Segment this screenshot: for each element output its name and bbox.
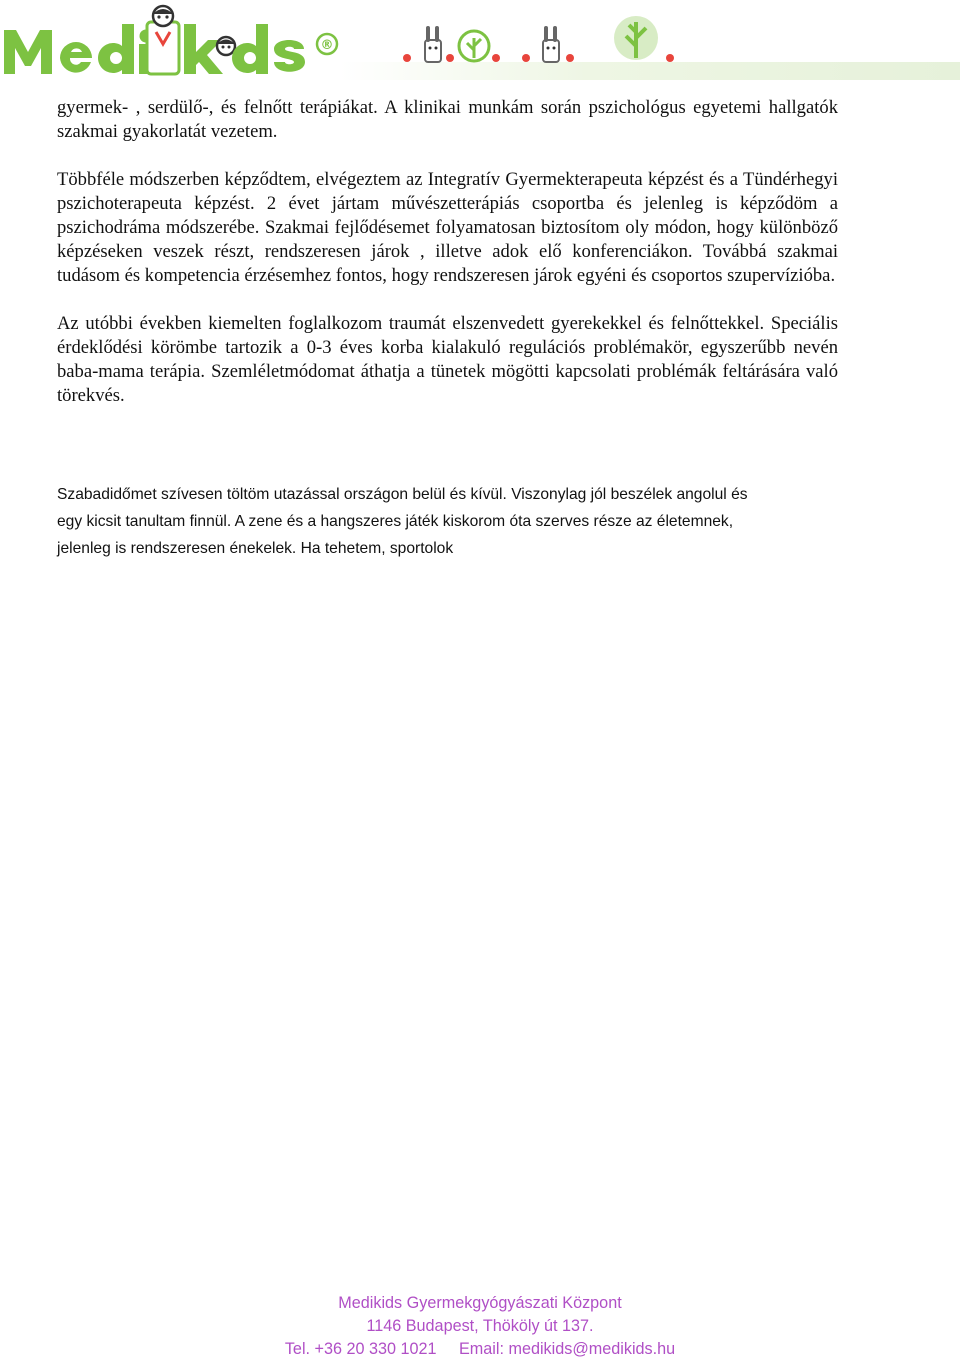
footer-contact: Tel. +36 20 330 1021 Email: medikids@medikids.hu	[284, 1340, 676, 1358]
paragraph-specialization: Az utóbbi években kiemelten foglalkozom traumát elszenvedett gyerekekkel és felnőttekkel. Speciális érdeklődési körömbe tartozik a 0-3 éves korba kialakuló regulációs problémakör, egyszerűbb nevén baba-mama terápia. Szemléletmódomat áthatja a tünetek mögötti kapcsolati problémák feltárására való törekvés.	[57, 313, 838, 406]
leaf-icon	[452, 0, 502, 82]
footer-company: Medikids Gyermekgyógyászati Központ	[338, 1294, 622, 1312]
medikids-logo	[0, 0, 345, 82]
biography-text	[57, 96, 838, 408]
page-footer	[0, 1292, 960, 1361]
paragraph-hobbies	[57, 481, 838, 562]
bunny-icon	[516, 0, 576, 82]
hobbies-line: egy kicsit tanultam finnül. A zene és a hangszeres játék kiskorom óta szerves része az életemnek,	[57, 513, 734, 530]
hobbies-line: jelenleg is rendszeresen énekelek. Ha tehetem, sportolok	[57, 540, 454, 557]
paragraph-therapies: gyermek- , serdülő-, és felnőtt terápiákat. A klinikai munkám során pszichológus egyetemi hallgatók szakmai gyakorlatát vezetem.	[57, 97, 838, 142]
leaf-icon	[600, 0, 680, 82]
footer-address: 1146 Budapest, Thököly út 137.	[366, 1317, 594, 1335]
registered-mark: ®	[320, 38, 334, 53]
logo-artwork	[0, 0, 345, 82]
hobbies-line: Szabadidőmet szívesen töltöm utazással országon belül és kívül. Viszonylag jól beszélek angolul és	[57, 486, 748, 503]
bunny-icon	[398, 0, 458, 82]
paragraph-training: Többféle módszerben képződtem, elvégeztem az Integratív Gyermekterapeuta képzést és a Tündérhegyi pszichoterapeuta képzést. 2 évet jártam művészetterápiás csoportba és jelenleg is képződöm a pszichodráma módszerébe. Szakmai fejlődésemet folyamatosan biztosítom oly módon, hogy különböző képzéseken veszek részt, rendszeresen járok , illetve adok elő konferenciákon. Továbbá szakmai tudásom és kompetencia érzésemhez fontos, hogy rendszeresen járok egyéni és csoportos szupervízióba.	[57, 169, 838, 286]
page-header	[0, 0, 960, 82]
